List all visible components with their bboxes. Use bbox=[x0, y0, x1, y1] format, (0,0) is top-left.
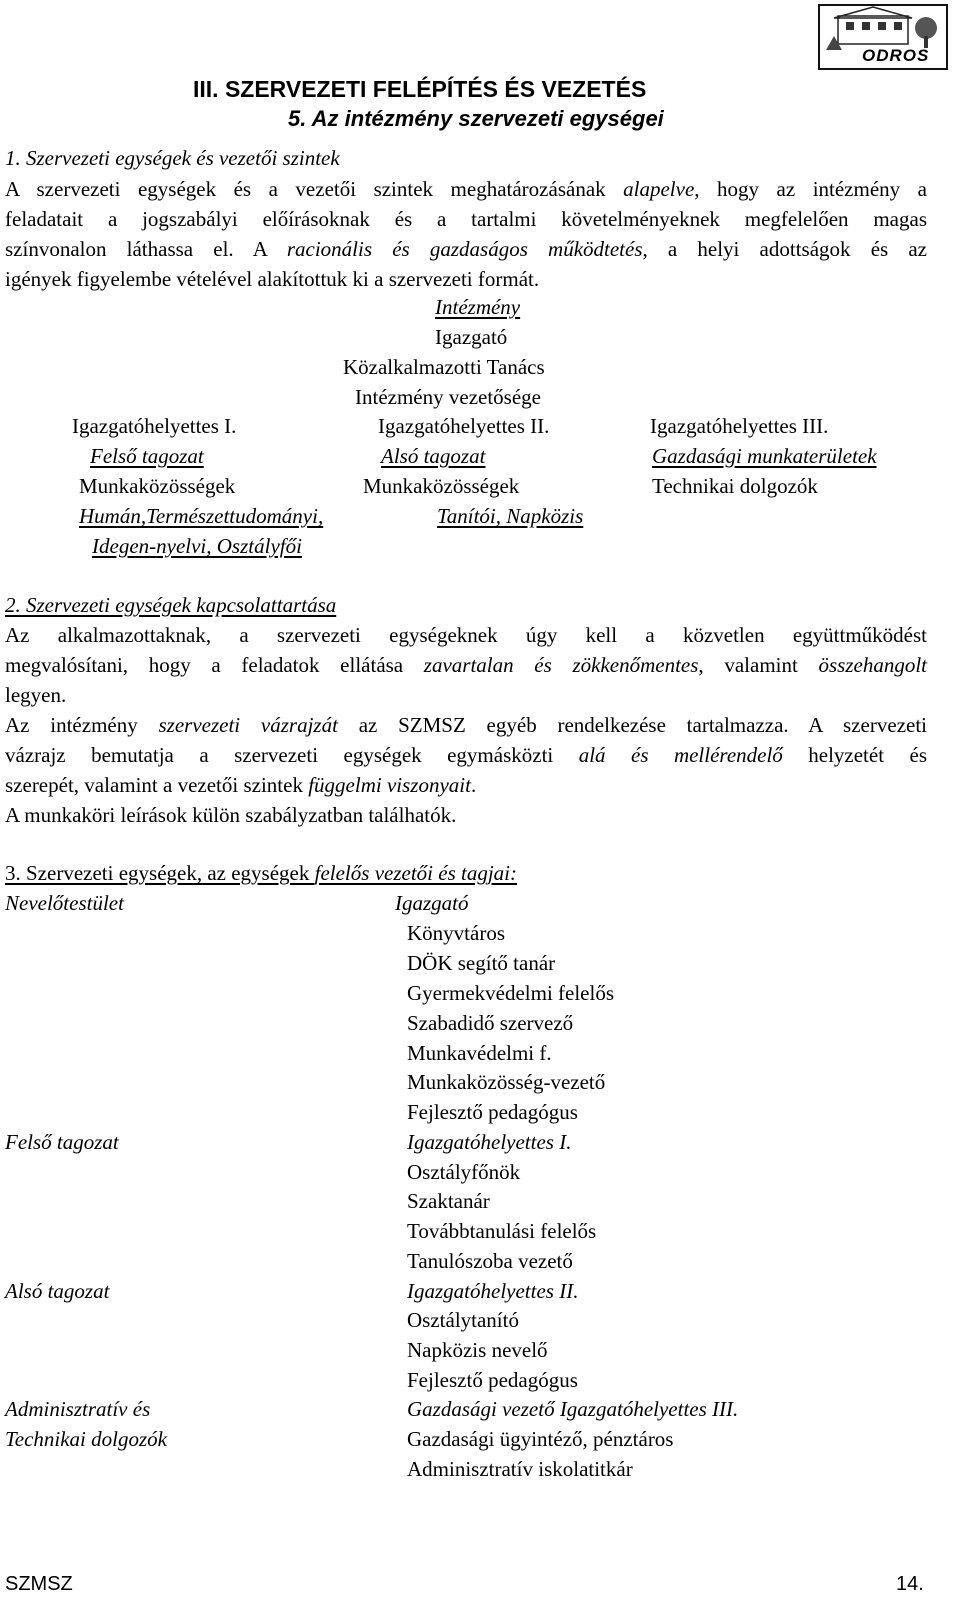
unit-member: Napközis nevelő bbox=[407, 1338, 548, 1362]
school-logo bbox=[818, 4, 948, 70]
section1-heading: 1. Szervezeti egységek és vezetői szintek bbox=[5, 146, 340, 170]
org-technical-staff: Technikai dolgozók bbox=[652, 474, 818, 498]
unit-member: Munkavédelmi f. bbox=[407, 1041, 552, 1065]
footer-left: SZMSZ bbox=[5, 1573, 73, 1595]
unit-member: Szaktanár bbox=[407, 1189, 490, 1213]
unit-member: Adminisztratív iskolatitkár bbox=[407, 1457, 633, 1481]
unit-lead: Igazgató bbox=[395, 891, 469, 915]
section3-heading: 3. Szervezeti egységek, az egységek felelős vezetői és tagjai: bbox=[5, 861, 517, 885]
unit-member: Szabadidő szervező bbox=[407, 1011, 574, 1035]
unit-name: Alsó tagozat bbox=[5, 1279, 110, 1303]
unit-member: Gyermekvédelmi felelős bbox=[407, 981, 615, 1005]
page-subtitle: 5. Az intézmény szervezeti egységei bbox=[288, 106, 664, 131]
unit-member: Fejlesztő pedagógus bbox=[407, 1100, 578, 1124]
org-deputy-2: Igazgatóhelyettes II. bbox=[378, 414, 550, 438]
org-teachers: Tanítói, Napközis bbox=[437, 504, 584, 528]
org-deputy-1: Igazgatóhelyettes I. bbox=[72, 414, 237, 438]
section1-paragraph: A szervezeti egységek és a vezetői szintek meghatározásának alapelve, hogy az intézmény a feladatait a jogszabályi előírásoknak és a tartalmi követelményeknek megfelelően magas színvonalon láthassa el. A racionális és gazdaságos működtetés, a helyi adottságok és az igények figyelembe vételével alakítottuk ki a szervezeti formát. bbox=[5, 177, 927, 291]
unit-lead: Igazgatóhelyettes II. bbox=[407, 1279, 579, 1303]
org-deputy-3: Igazgatóhelyettes III. bbox=[650, 414, 829, 438]
org-leadership: Intézmény vezetősége bbox=[355, 385, 541, 409]
unit-member: Munkaközösség-vezető bbox=[407, 1070, 606, 1094]
section2-paragraph: Az alkalmazottaknak, a szervezeti egységeknek úgy kell a közvetlen együttműködést megvalósítani, hogy a feladatok ellátása zavartalan és zökkenőmentes, valamint összehangolt legyen. Az intézmény szervezeti vázrajzát az SZMSZ egyéb rendelkezése tartalmazza. A szervezeti vázrajz bemutatja a szervezeti egységek egymásközti alá és mellérendelő helyzetét és szerepét, valamint a vezetői szintek függelmi viszonyait. A munkaköri leírások külön szabályzatban találhatók. bbox=[5, 623, 928, 827]
unit-name-line2: Technikai dolgozók bbox=[5, 1427, 167, 1451]
org-council: Közalkalmazotti Tanács bbox=[343, 355, 545, 379]
org-lower-section: Alsó tagozat bbox=[381, 444, 486, 468]
org-economic-areas: Gazdasági munkaterületek bbox=[652, 444, 877, 468]
page-title: III. SZERVEZETI FELÉPÍTÉS ÉS VEZETÉS bbox=[193, 76, 647, 102]
unit-member: Fejlesztő pedagógus bbox=[407, 1368, 578, 1392]
unit-member: Osztályfőnök bbox=[407, 1160, 521, 1184]
org-upper-section: Felső tagozat bbox=[90, 444, 204, 468]
unit-name: Nevelőtestület bbox=[5, 891, 124, 915]
org-director: Igazgató bbox=[435, 325, 508, 349]
unit-member: Gazdasági ügyintéző, pénztáros bbox=[407, 1427, 674, 1451]
org-humanities: Humán,Természettudományi, bbox=[79, 504, 324, 528]
unit-member: Továbbtanulási felelős bbox=[407, 1219, 597, 1243]
unit-lead: Gazdasági vezető Igazgatóhelyettes III. bbox=[407, 1397, 739, 1421]
org-institution: Intézmény bbox=[435, 295, 521, 319]
org-workcommunities-2: Munkaközösségek bbox=[363, 474, 520, 498]
unit-lead: Igazgatóhelyettes I. bbox=[407, 1130, 572, 1154]
unit-member: Osztálytanító bbox=[407, 1308, 519, 1332]
section2-heading: 2. Szervezeti egységek kapcsolattartása bbox=[5, 593, 337, 617]
org-languages: Idegen-nyelvi, Osztályfői bbox=[92, 534, 302, 558]
unit-name: Adminisztratív és bbox=[5, 1397, 151, 1421]
logo-text: ODROS bbox=[862, 46, 930, 65]
unit-member: Tanulószoba vezető bbox=[407, 1249, 573, 1273]
unit-name: Felső tagozat bbox=[5, 1130, 119, 1154]
org-workcommunities-1: Munkaközösségek bbox=[79, 474, 236, 498]
unit-member: DÖK segítő tanár bbox=[407, 951, 556, 975]
page-number: 14. bbox=[896, 1573, 924, 1595]
unit-member: Könyvtáros bbox=[407, 921, 505, 945]
